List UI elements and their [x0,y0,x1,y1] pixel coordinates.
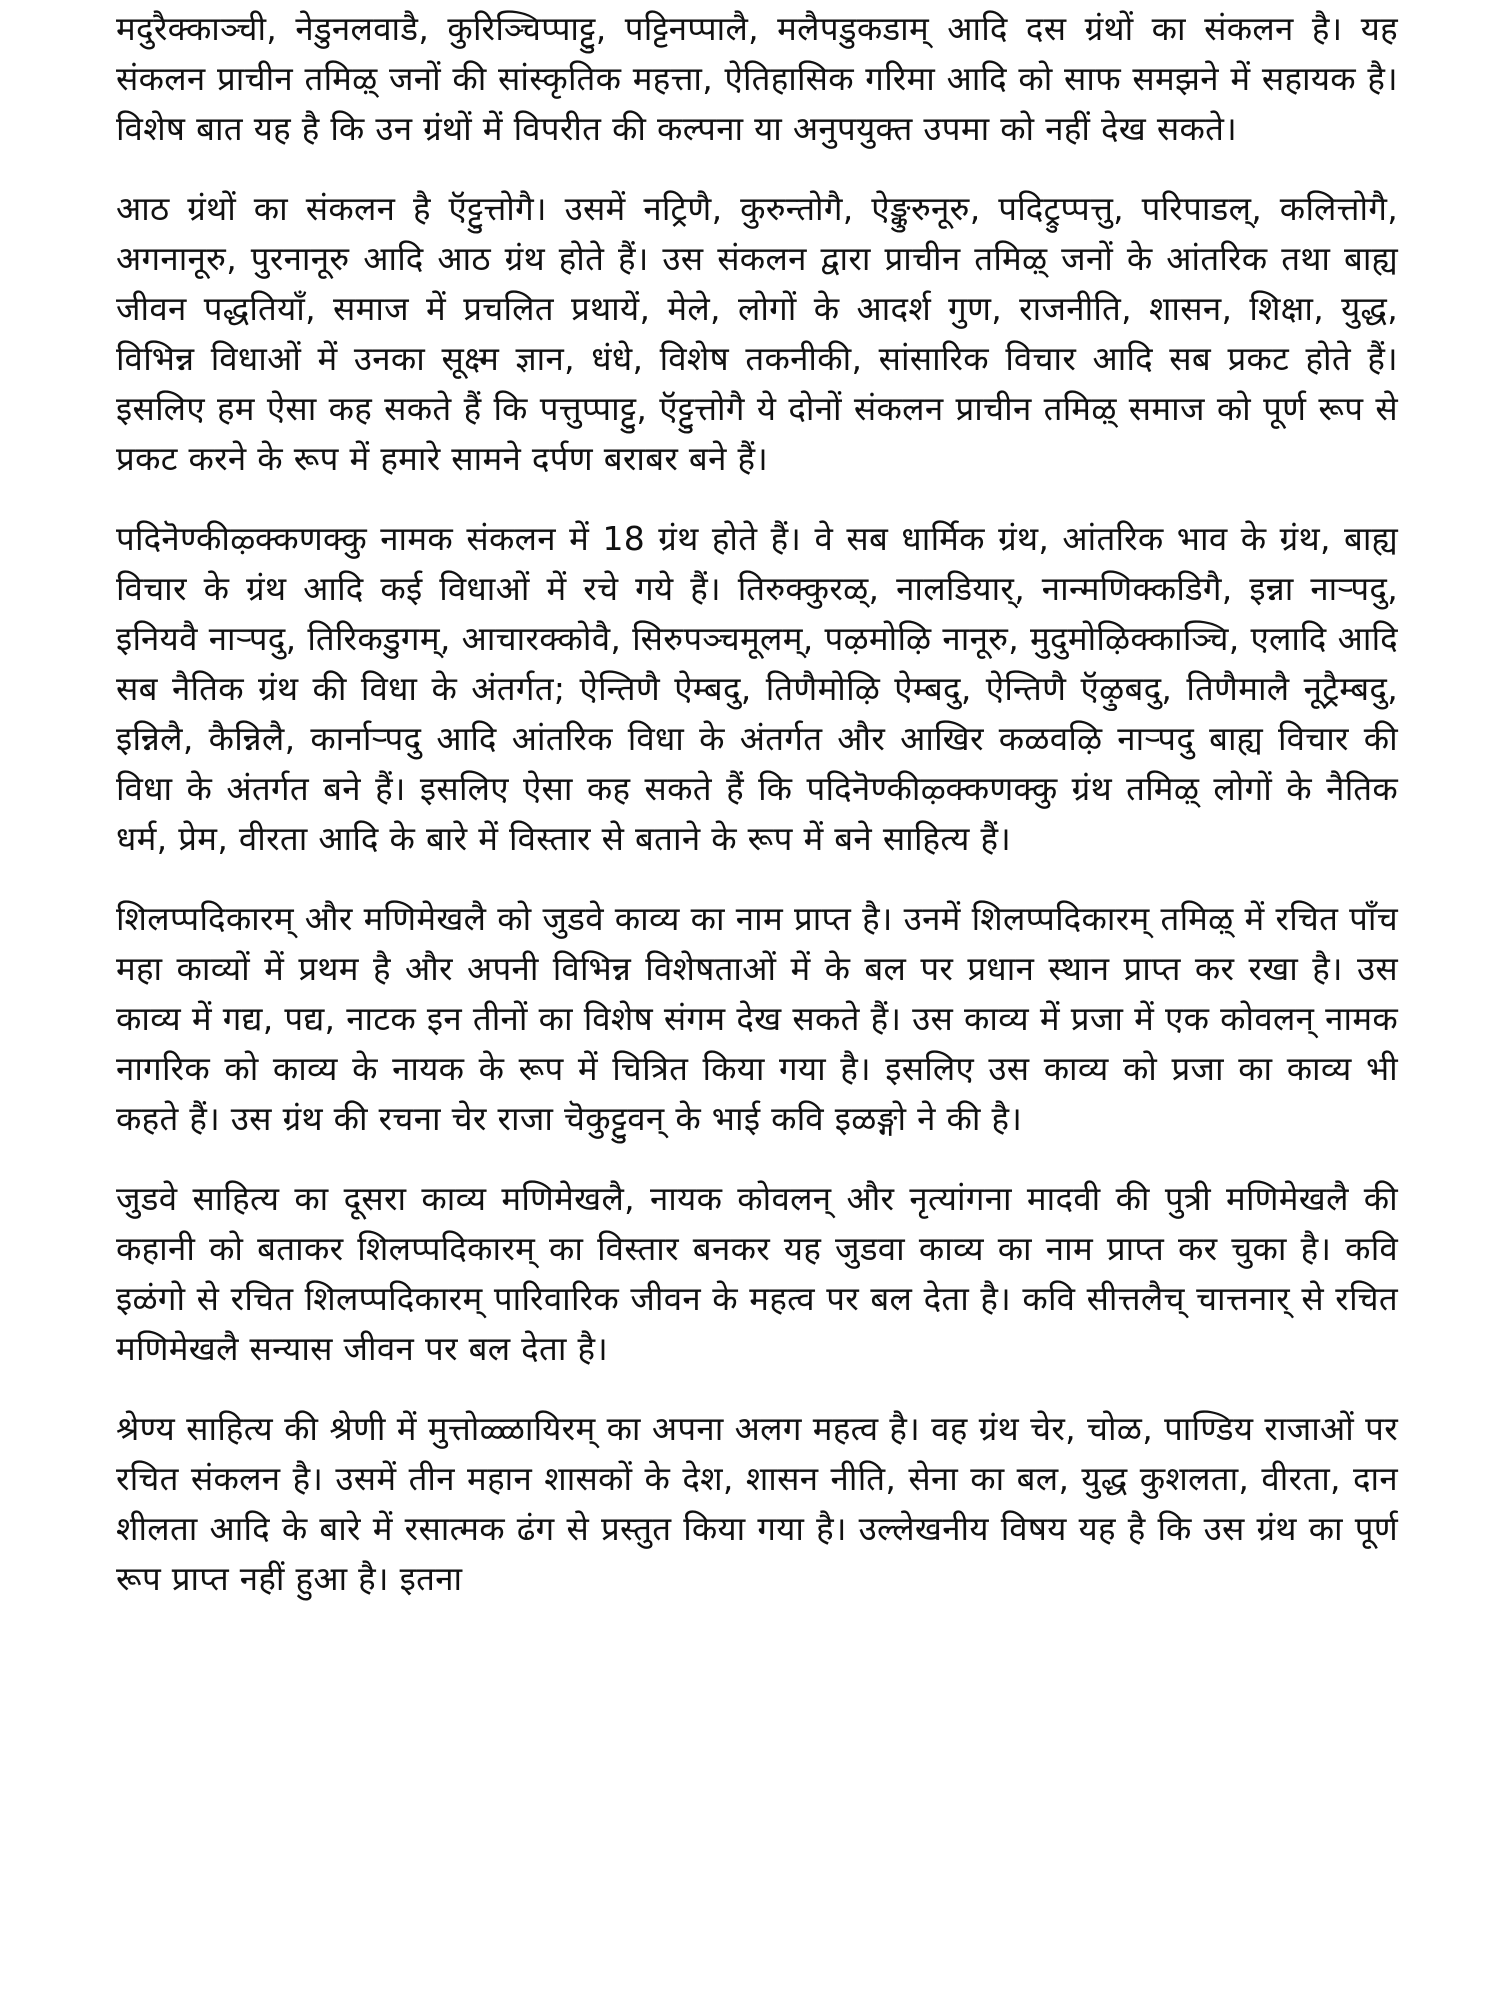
document-page [116,4,1398,1634]
paragraph-silappadikaram: शिलप्पदिकारम् और मणिमेखलै को जुडवे काव्य का नाम प्राप्त है। उनमें शिलप्पदिकारम् तमिऴ् में रचित पाँच महा काव्यों में प्रथम है और अपनी विभिन्न विशेषताओं में के बल पर प्रधान स्थान प्राप्त कर रखा है। उस काव्य में गद्य, पद्य, नाटक इन तीनों का विशेष संगम देख सकते हैं। उस काव्य में प्रजा में एक कोवलन् नामक नागरिक को काव्य के नायक के रूप में चित्रित किया गया है। इसलिए उस काव्य को प्रजा का काव्य भी कहते हैं। उस ग्रंथ की रचना चेर राजा चॆकुट्टुवन् के भाई कवि इळङ्गो ने की है। [116,899,1398,1138]
paragraph-dasa-granth-sankalan: मदुरैक्काञ्ची, नेडुनलवाडै, कुरिञ्चिप्पाट्टु, पट्टिनप्पालै, मलैपडुकडाम् आदि दस ग्रंथों का संकलन है। यह संकलन प्राचीन तमिऴ् जनों की सांस्कृतिक महत्ता, ऐतिहासिक गरिमा आदि को साफ समझने में सहायक है। विशेष बात यह है कि उन ग्रंथों में विपरीत की कल्पना या अनुपयुक्त उपमा को नहीं देख सकते। [116,9,1398,148]
paragraph-muttollayiram: श्रेण्य साहित्य की श्रेणी में मुत्तोळ्ळायिरम् का अपना अलग महत्व है। वह ग्रंथ चेर, चोळ, पाण्डिय राजाओं पर रचित संकलन है। उसमें तीन महान शासकों के देश, शासन नीति, सेना का बल, युद्ध कुशलता, वीरता, दान शीलता आदि के बारे में रसात्मक ढंग से प्रस्तुत किया गया है। उल्लेखनीय विषय यह है कि उस ग्रंथ का पूर्ण रूप प्राप्त नहीं हुआ है। इतना [116,1409,1398,1598]
paragraph-ettuttogai: आठ ग्रंथों का संकलन है ऍट्टुत्तोगै। उसमें नट्रिणै, कुरुन्तोगै, ऐङ्कुरुनूरु, पदिट्रुप्पत्तु, परिपाडल्, कलित्तोगै, अगनानूरु, पुरनानूरु आदि आठ ग्रंथ होते हैं। उस संकलन द्वारा प्राचीन तमिऴ् जनों के आंतरिक तथा बाह्य जीवन पद्धतियाँ, समाज में प्रचलित प्रथायें, मेले, लोगों के आदर्श गुण, राजनीति, शासन, शिक्षा, युद्ध, विभिन्न विधाओं में उनका सूक्ष्म ज्ञान, धंधे, विशेष तकनीकी, सांसारिक विचार आदि सब प्रकट होते हैं। इसलिए हम ऐसा कह सकते हैं कि पत्तुप्पाट्टु, ऍट्टुत्तोगै ये दोनों संकलन प्राचीन तमिऴ् समाज को पूर्ण रूप से प्रकट करने के रूप में हमारे सामने दर्पण बराबर बने हैं। [116,189,1398,478]
paragraph-padinenkilkkanakku: पदिनॆण्कीऴ्क्कणक्कु नामक संकलन में 18 ग्रंथ होते हैं। वे सब धार्मिक ग्रंथ, आंतरिक भाव के ग्रंथ, बाह्य विचार के ग्रंथ आदि कई विधाओं में रचे गये हैं। तिरुक्कुरळ्, नालडियार्, नान्मणिक्कडिगै, इन्ना नाऱ्पदु, इनियवै नाऱ्पदु, तिरिकडुगम्, आचारक्कोवै, सिरुपञ्चमूलम्, पऴमोऴि नानूरु, मुदुमोऴिक्काञ्चि, एलादि आदि सब नैतिक ग्रंथ की विधा के अंतर्गत; ऐन्तिणै ऐम्बदु, तिणैमोऴि ऐम्बदु, ऐन्तिणै ऍऴुबदु, तिणैमालै नूट्रैम्बदु, इन्निलै, कैन्निलै, कार्नाऱ्पदु आदि आंतरिक विधा के अंतर्गत और आखिर कळवऴि नाऱ्पदु बाह्य विचार की विधा के अंतर्गत बने हैं। इसलिए ऐसा कह सकते हैं कि पदिनॆण्कीऴ्क्कणक्कु ग्रंथ तमिऴ् लोगों के नैतिक धर्म, प्रेम, वीरता आदि के बारे में विस्तार से बताने के रूप में बने साहित्य हैं। [116,519,1398,858]
paragraph-manimekhalai: जुडवे साहित्य का दूसरा काव्य मणिमेखलै, नायक कोवलन् और नृत्यांगना मादवी की पुत्री मणिमेखलै की कहानी को बताकर शिलप्पदिकारम् का विस्तार बनकर यह जुडवा काव्य का नाम प्राप्त कर चुका है। कवि इळंगो से रचित शिलप्पदिकारम् पारिवारिक जीवन के महत्व पर बल देता है। कवि सीत्तलैच् चात्तनार् से रचित मणिमेखलै सन्यास जीवन पर बल देता है। [116,1179,1398,1368]
